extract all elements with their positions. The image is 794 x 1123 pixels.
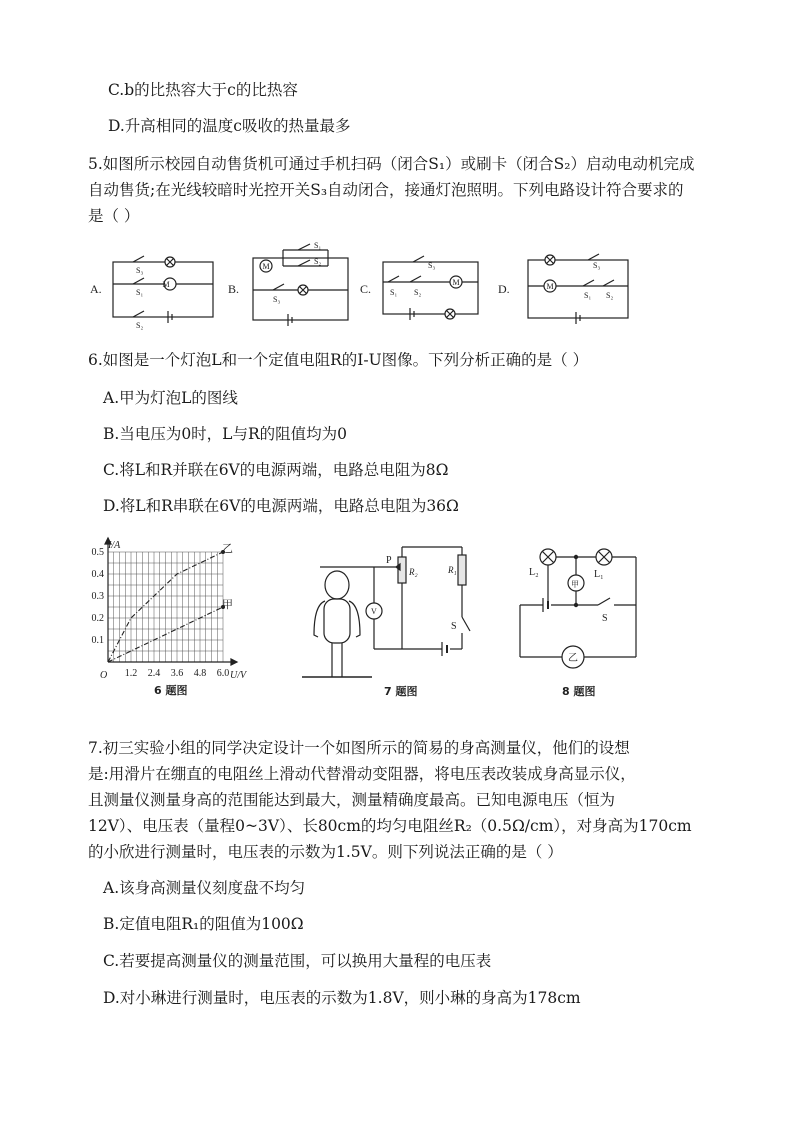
y-tick-label: 0.1 xyxy=(91,635,104,646)
label-s2-d: S₂ xyxy=(606,291,614,300)
option-c-label: C. xyxy=(360,282,372,296)
fig7-caption: 7 题图 xyxy=(384,685,418,698)
circuit-a xyxy=(113,256,213,323)
q7-stem-line4: 12V）、电压表（量程0~3V）、长80cm的均匀电阻丝R₂（0.5Ω/cm），对身高为170cm xyxy=(88,817,692,835)
y-tick-label: 0.4 xyxy=(91,569,104,580)
label-s2-a: S₂ xyxy=(136,321,144,330)
q7-option-b: B.定值电阻R₁的阻值为100Ω xyxy=(103,915,304,933)
y-tick-label: 0.5 xyxy=(91,547,104,558)
motor-symbol-d: M xyxy=(546,282,554,291)
q7-stem-line2: 是:用滑片在绷直的电阻丝上滑动代替滑动变阻器，将电压表改装成身高显示仪， xyxy=(88,765,636,783)
fig8-circuit xyxy=(510,545,650,705)
label-l2: L₂ xyxy=(529,567,539,578)
fig6-iu-chart xyxy=(82,530,252,700)
person-arms xyxy=(314,601,360,637)
option-a-label: A. xyxy=(90,282,102,296)
motor-symbol-b: M xyxy=(262,262,270,271)
label-s1-d: S₁ xyxy=(584,291,592,300)
label-s: S xyxy=(602,613,608,624)
q5-circuit-options xyxy=(88,240,648,330)
q5-stem-line3: 是（ ） xyxy=(88,207,140,225)
q7-option-c: C.若要提高测量仪的测量范围，可以换用大量程的电压表 xyxy=(103,952,492,970)
q5-stem-line2: 自动售货;在光线较暗时光控开关S₃自动闭合，接通灯泡照明。下列电路设计符合要求的 xyxy=(88,181,684,199)
q7-stem-line3: 且测量仪测量身高的范围能达到最大，测量精确度最高。已知电源电压（恒为 xyxy=(88,791,616,809)
motor-symbol-a: M xyxy=(162,280,170,289)
voltmeter-symbol: V xyxy=(371,607,377,616)
x-tick-label: 1.2 xyxy=(124,668,138,679)
q6-option-c: C.将L和R并联在6V的电源两端，电路总电阻为8Ω xyxy=(103,461,449,479)
label-jia: 甲 xyxy=(571,580,579,589)
label-yi: 乙 xyxy=(568,653,578,664)
q6-option-d: D.将L和R串联在6V的电源两端，电路总电阻为36Ω xyxy=(103,497,459,515)
label-s3-d: S₃ xyxy=(593,261,601,270)
switch-s xyxy=(462,617,470,631)
q6-option-b: B.当电压为0时，L与R的阻值均为0 xyxy=(103,425,348,443)
chart-origin: O xyxy=(100,670,108,681)
label-s1-a: S₁ xyxy=(136,288,144,297)
q4-option-c: C.b的比热容大于c的比热容 xyxy=(108,81,298,99)
label-s3-a: S₃ xyxy=(136,266,144,275)
q5-stem-line1: 5.如图所示校园自动售货机可通过手机扫码（闭合S₁）或刷卡（闭合S₂）启动电动机完成 xyxy=(88,155,695,173)
q7-option-a: A.该身高测量仪刻度盘不均匀 xyxy=(103,879,306,897)
label-s3-b: S₃ xyxy=(273,295,281,304)
person-body xyxy=(324,599,350,643)
circuit-b xyxy=(253,244,348,326)
y-tick-label: 0.3 xyxy=(91,591,104,602)
resistor-r1 xyxy=(458,555,466,585)
option-d-label: D. xyxy=(498,282,510,296)
q4-option-d: D.升高相同的温度c吸收的热量最多 xyxy=(108,117,351,135)
x-tick-label: 3.6 xyxy=(170,668,184,679)
q6-option-a: A.甲为灯泡L的图线 xyxy=(103,389,238,407)
label-s2-b: S₂ xyxy=(314,257,322,266)
chart-xlabel: U/V xyxy=(230,670,247,681)
fig6-caption: 6 题图 xyxy=(154,684,188,697)
x-tick-label: 6.0 xyxy=(216,668,230,679)
x-axis-arrow xyxy=(231,659,237,665)
chart-grid xyxy=(108,552,223,662)
circuit-d xyxy=(528,254,628,324)
q7-stem-line1: 7.初三实验小组的同学决定设计一个如图所示的简易的身高测量仪，他们的设想 xyxy=(88,739,630,757)
label-s1-c: S₁ xyxy=(390,288,398,297)
fig7-height-device xyxy=(292,545,502,705)
label-l1: L₁ xyxy=(594,569,604,580)
person-head xyxy=(325,571,349,599)
x-tick-label: 4.8 xyxy=(193,668,207,679)
label-s3-c: S₃ xyxy=(428,261,436,270)
label-s: S xyxy=(451,621,457,632)
label-s2-c: S₂ xyxy=(414,288,422,297)
fig8-caption: 8 题图 xyxy=(562,685,596,698)
chart-ylabel: I/A xyxy=(108,540,121,551)
label-p: P xyxy=(386,555,392,566)
y-tick-label: 0.2 xyxy=(91,613,104,624)
series-jia-label: 甲 xyxy=(222,599,233,611)
x-tick-label: 2.4 xyxy=(147,668,161,679)
q7-stem-line5: 的小欣进行测量时，电压表的示数为1.5V。则下列说法正确的是（ ） xyxy=(88,843,563,861)
option-b-label: B. xyxy=(228,282,240,296)
q6-stem: 6.如图是一个灯泡L和一个定值电阻R的I-U图像。下列分析正确的是（ ） xyxy=(88,351,589,369)
label-s1-b: S₁ xyxy=(314,241,322,250)
motor-symbol-c: M xyxy=(452,278,460,287)
label-r1: R₁ xyxy=(448,565,457,575)
label-r2: R₂ xyxy=(409,567,418,577)
switch-s xyxy=(598,598,610,605)
series-yi-label: 乙 xyxy=(222,543,233,555)
q7-option-d: D.对小琳进行测量时，电压表的示数为1.8V，则小琳的身高为178cm xyxy=(103,989,581,1007)
